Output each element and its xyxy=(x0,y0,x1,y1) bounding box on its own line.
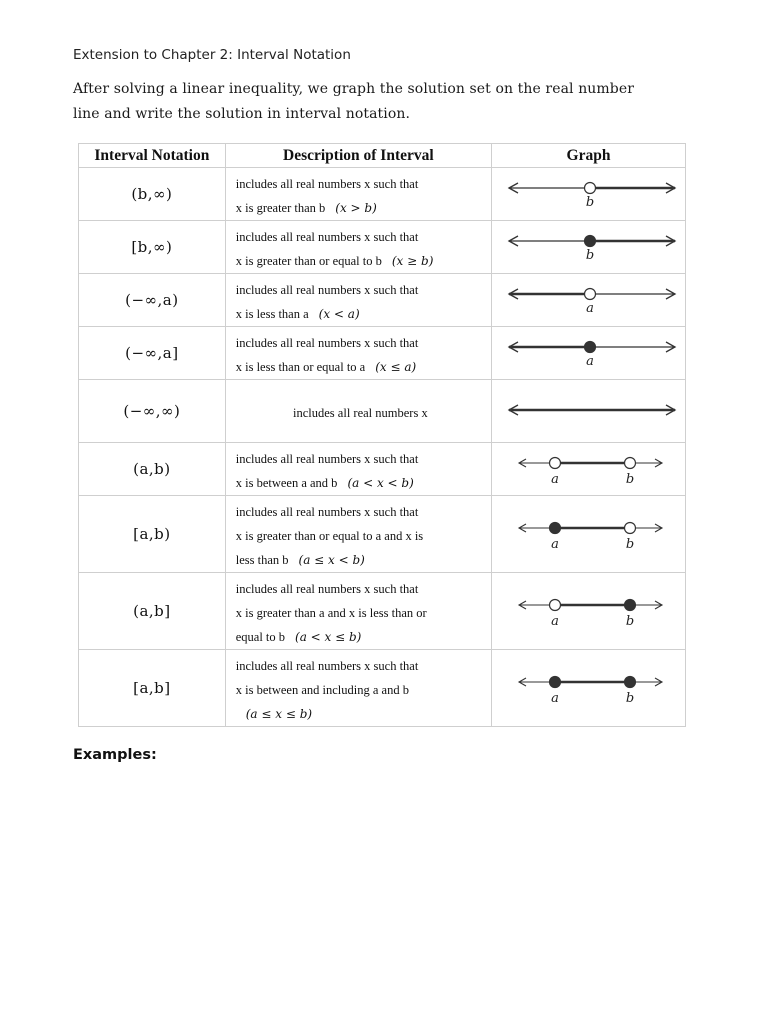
inequality: (x ≤ a) xyxy=(375,360,417,374)
description-text xyxy=(226,443,491,495)
description-line-text: equal to b xyxy=(235,630,286,644)
interval-notation: (−∞,a] xyxy=(125,344,179,362)
header-interval-notation: Interval Notation xyxy=(79,144,226,168)
description-line xyxy=(236,471,485,495)
description-line-text: includes all real numbers x such that xyxy=(235,283,419,297)
description-cell xyxy=(225,380,491,443)
inequality: (a < x < b) xyxy=(347,476,414,490)
open-endpoint xyxy=(584,183,595,194)
examples-heading: Examples: xyxy=(73,747,157,763)
graph-cell xyxy=(491,274,685,327)
endpoint-label-a: a xyxy=(551,614,559,629)
description-line xyxy=(236,172,485,196)
endpoint-label-b: b xyxy=(625,614,635,629)
description-line-text: includes all real numbers x such that xyxy=(235,230,419,244)
description-line-text: includes all real numbers x such that xyxy=(235,505,419,519)
table-row xyxy=(79,573,686,650)
number-line-graph xyxy=(492,394,685,428)
open-endpoint xyxy=(549,600,560,611)
interval-notation-cell xyxy=(79,496,226,573)
interval-notation: (b,∞) xyxy=(131,185,173,203)
interval-notation-cell xyxy=(79,650,226,727)
description-line xyxy=(236,249,485,273)
inequality: (x < a) xyxy=(318,307,360,321)
endpoint-label: b xyxy=(585,195,595,210)
closed-endpoint xyxy=(624,677,635,688)
number-line-graph xyxy=(492,666,685,710)
description-line-text: x is between a and b xyxy=(235,476,338,490)
description-text xyxy=(226,168,491,220)
description-cell xyxy=(225,650,491,727)
description-line xyxy=(236,577,485,601)
endpoint-label-b: b xyxy=(625,472,635,487)
interval-notation-cell xyxy=(79,573,226,650)
interval-notation-cell xyxy=(79,443,226,496)
description-line xyxy=(236,331,485,355)
closed-endpoint xyxy=(624,600,635,611)
description-text xyxy=(226,397,491,425)
interval-notation-cell xyxy=(79,380,226,443)
description-line xyxy=(236,278,485,302)
table-header-row xyxy=(79,144,686,168)
endpoint-label: b xyxy=(585,248,595,263)
description-cell xyxy=(225,327,491,380)
open-endpoint xyxy=(584,289,595,300)
interval-notation: (−∞,∞) xyxy=(123,402,181,420)
number-line-graph xyxy=(492,447,685,491)
description-cell xyxy=(225,443,491,496)
endpoint-label: a xyxy=(586,301,594,316)
description-text xyxy=(226,327,491,379)
number-line-graph xyxy=(492,278,685,322)
endpoint-label: a xyxy=(586,354,594,369)
endpoint-label-a: a xyxy=(551,691,559,706)
description-line-text: x is greater than b xyxy=(235,201,326,215)
closed-endpoint xyxy=(584,342,595,353)
interval-notation-cell xyxy=(79,274,226,327)
description-line xyxy=(236,601,485,625)
endpoint-label-a: a xyxy=(551,537,559,552)
interval-notation-cell xyxy=(79,168,226,221)
graph-cell xyxy=(491,327,685,380)
number-line-graph xyxy=(492,172,685,216)
description-line-text: x is greater than a and x is less than or xyxy=(235,606,427,620)
graph-cell xyxy=(491,380,685,443)
header-graph: Graph xyxy=(491,144,685,168)
description-line-text: includes all real numbers x such that xyxy=(235,659,419,673)
description-text xyxy=(226,274,491,326)
description-line xyxy=(236,654,485,678)
interval-notation-cell xyxy=(79,221,226,274)
description-cell xyxy=(225,221,491,274)
description-line-text: includes all real numbers x such that xyxy=(235,336,419,350)
interval-notation: [a,b) xyxy=(133,525,171,543)
endpoint-label-b: b xyxy=(625,537,635,552)
table-row xyxy=(79,443,686,496)
description-cell xyxy=(225,573,491,650)
interval-notation: [a,b] xyxy=(133,679,171,697)
graph-cell xyxy=(491,496,685,573)
description-line-text: less than b xyxy=(235,553,289,567)
open-endpoint xyxy=(549,458,560,469)
description-cell xyxy=(225,168,491,221)
inequality: (a < x ≤ b) xyxy=(295,630,362,644)
description-line-text: x is greater than or equal to a and x is xyxy=(235,529,424,543)
description-line xyxy=(236,447,485,471)
description-line-text: x is greater than or equal to b xyxy=(235,254,382,268)
intro-line-2: line and write the solution in interval notation. xyxy=(73,106,411,122)
interval-notation: (a,b] xyxy=(133,602,171,620)
inequality: (a ≤ x ≤ b) xyxy=(245,707,313,721)
closed-endpoint xyxy=(549,677,560,688)
open-endpoint xyxy=(624,523,635,534)
graph-cell xyxy=(491,650,685,727)
closed-endpoint xyxy=(584,236,595,247)
table-row xyxy=(79,327,686,380)
description-line xyxy=(236,625,485,649)
description-text xyxy=(226,650,491,726)
description-line xyxy=(236,678,485,702)
inequality: (a ≤ x < b) xyxy=(298,553,365,567)
table-row xyxy=(79,496,686,573)
intro-line-1: After solving a linear inequality, we graph the solution set on the real number xyxy=(73,81,635,97)
description-line xyxy=(236,355,485,379)
description-line xyxy=(236,548,485,572)
description-line xyxy=(236,196,485,220)
description-line-text: x is between and including a and b xyxy=(235,683,409,697)
interval-notation-cell xyxy=(79,327,226,380)
table-row xyxy=(79,274,686,327)
table-row xyxy=(79,168,686,221)
description-line xyxy=(236,524,485,548)
number-line-graph xyxy=(492,225,685,269)
description-line-text: includes all real numbers x xyxy=(293,406,428,420)
description-text xyxy=(226,573,491,649)
description-line-text: includes all real numbers x such that xyxy=(235,452,419,466)
description-line xyxy=(236,500,485,524)
number-line-graph xyxy=(492,589,685,633)
inequality: (x ≥ b) xyxy=(391,254,434,268)
description-line xyxy=(236,225,485,249)
graph-cell xyxy=(491,573,685,650)
interval-notation-table xyxy=(78,143,686,727)
description-line xyxy=(236,702,485,726)
graph-cell xyxy=(491,168,685,221)
description-line xyxy=(236,302,485,326)
description-line-text: includes all real numbers x such that xyxy=(235,582,419,596)
interval-notation: [b,∞) xyxy=(131,238,173,256)
number-line-graph xyxy=(492,512,685,556)
table-row xyxy=(79,650,686,727)
table-row xyxy=(79,221,686,274)
description-text xyxy=(226,496,491,572)
description-line-text: x is less than a xyxy=(235,307,309,321)
graph-cell xyxy=(491,443,685,496)
page-title: Extension to Chapter 2: Interval Notation xyxy=(73,47,351,63)
endpoint-label-b: b xyxy=(625,691,635,706)
description-cell xyxy=(225,496,491,573)
header-description: Description of Interval xyxy=(225,144,491,168)
endpoint-label-a: a xyxy=(551,472,559,487)
description-line-text: includes all real numbers x such that xyxy=(235,177,419,191)
description-text xyxy=(226,221,491,273)
interval-notation: (a,b) xyxy=(133,460,171,478)
inequality: (x > b) xyxy=(335,201,377,215)
intro-paragraph xyxy=(73,77,693,127)
closed-endpoint xyxy=(549,523,560,534)
description-line-text: x is less than or equal to a xyxy=(235,360,366,374)
open-endpoint xyxy=(624,458,635,469)
interval-notation: (−∞,a) xyxy=(125,291,179,309)
description-line xyxy=(236,401,485,425)
table-row xyxy=(79,380,686,443)
number-line-graph xyxy=(492,331,685,375)
graph-cell xyxy=(491,221,685,274)
description-cell xyxy=(225,274,491,327)
